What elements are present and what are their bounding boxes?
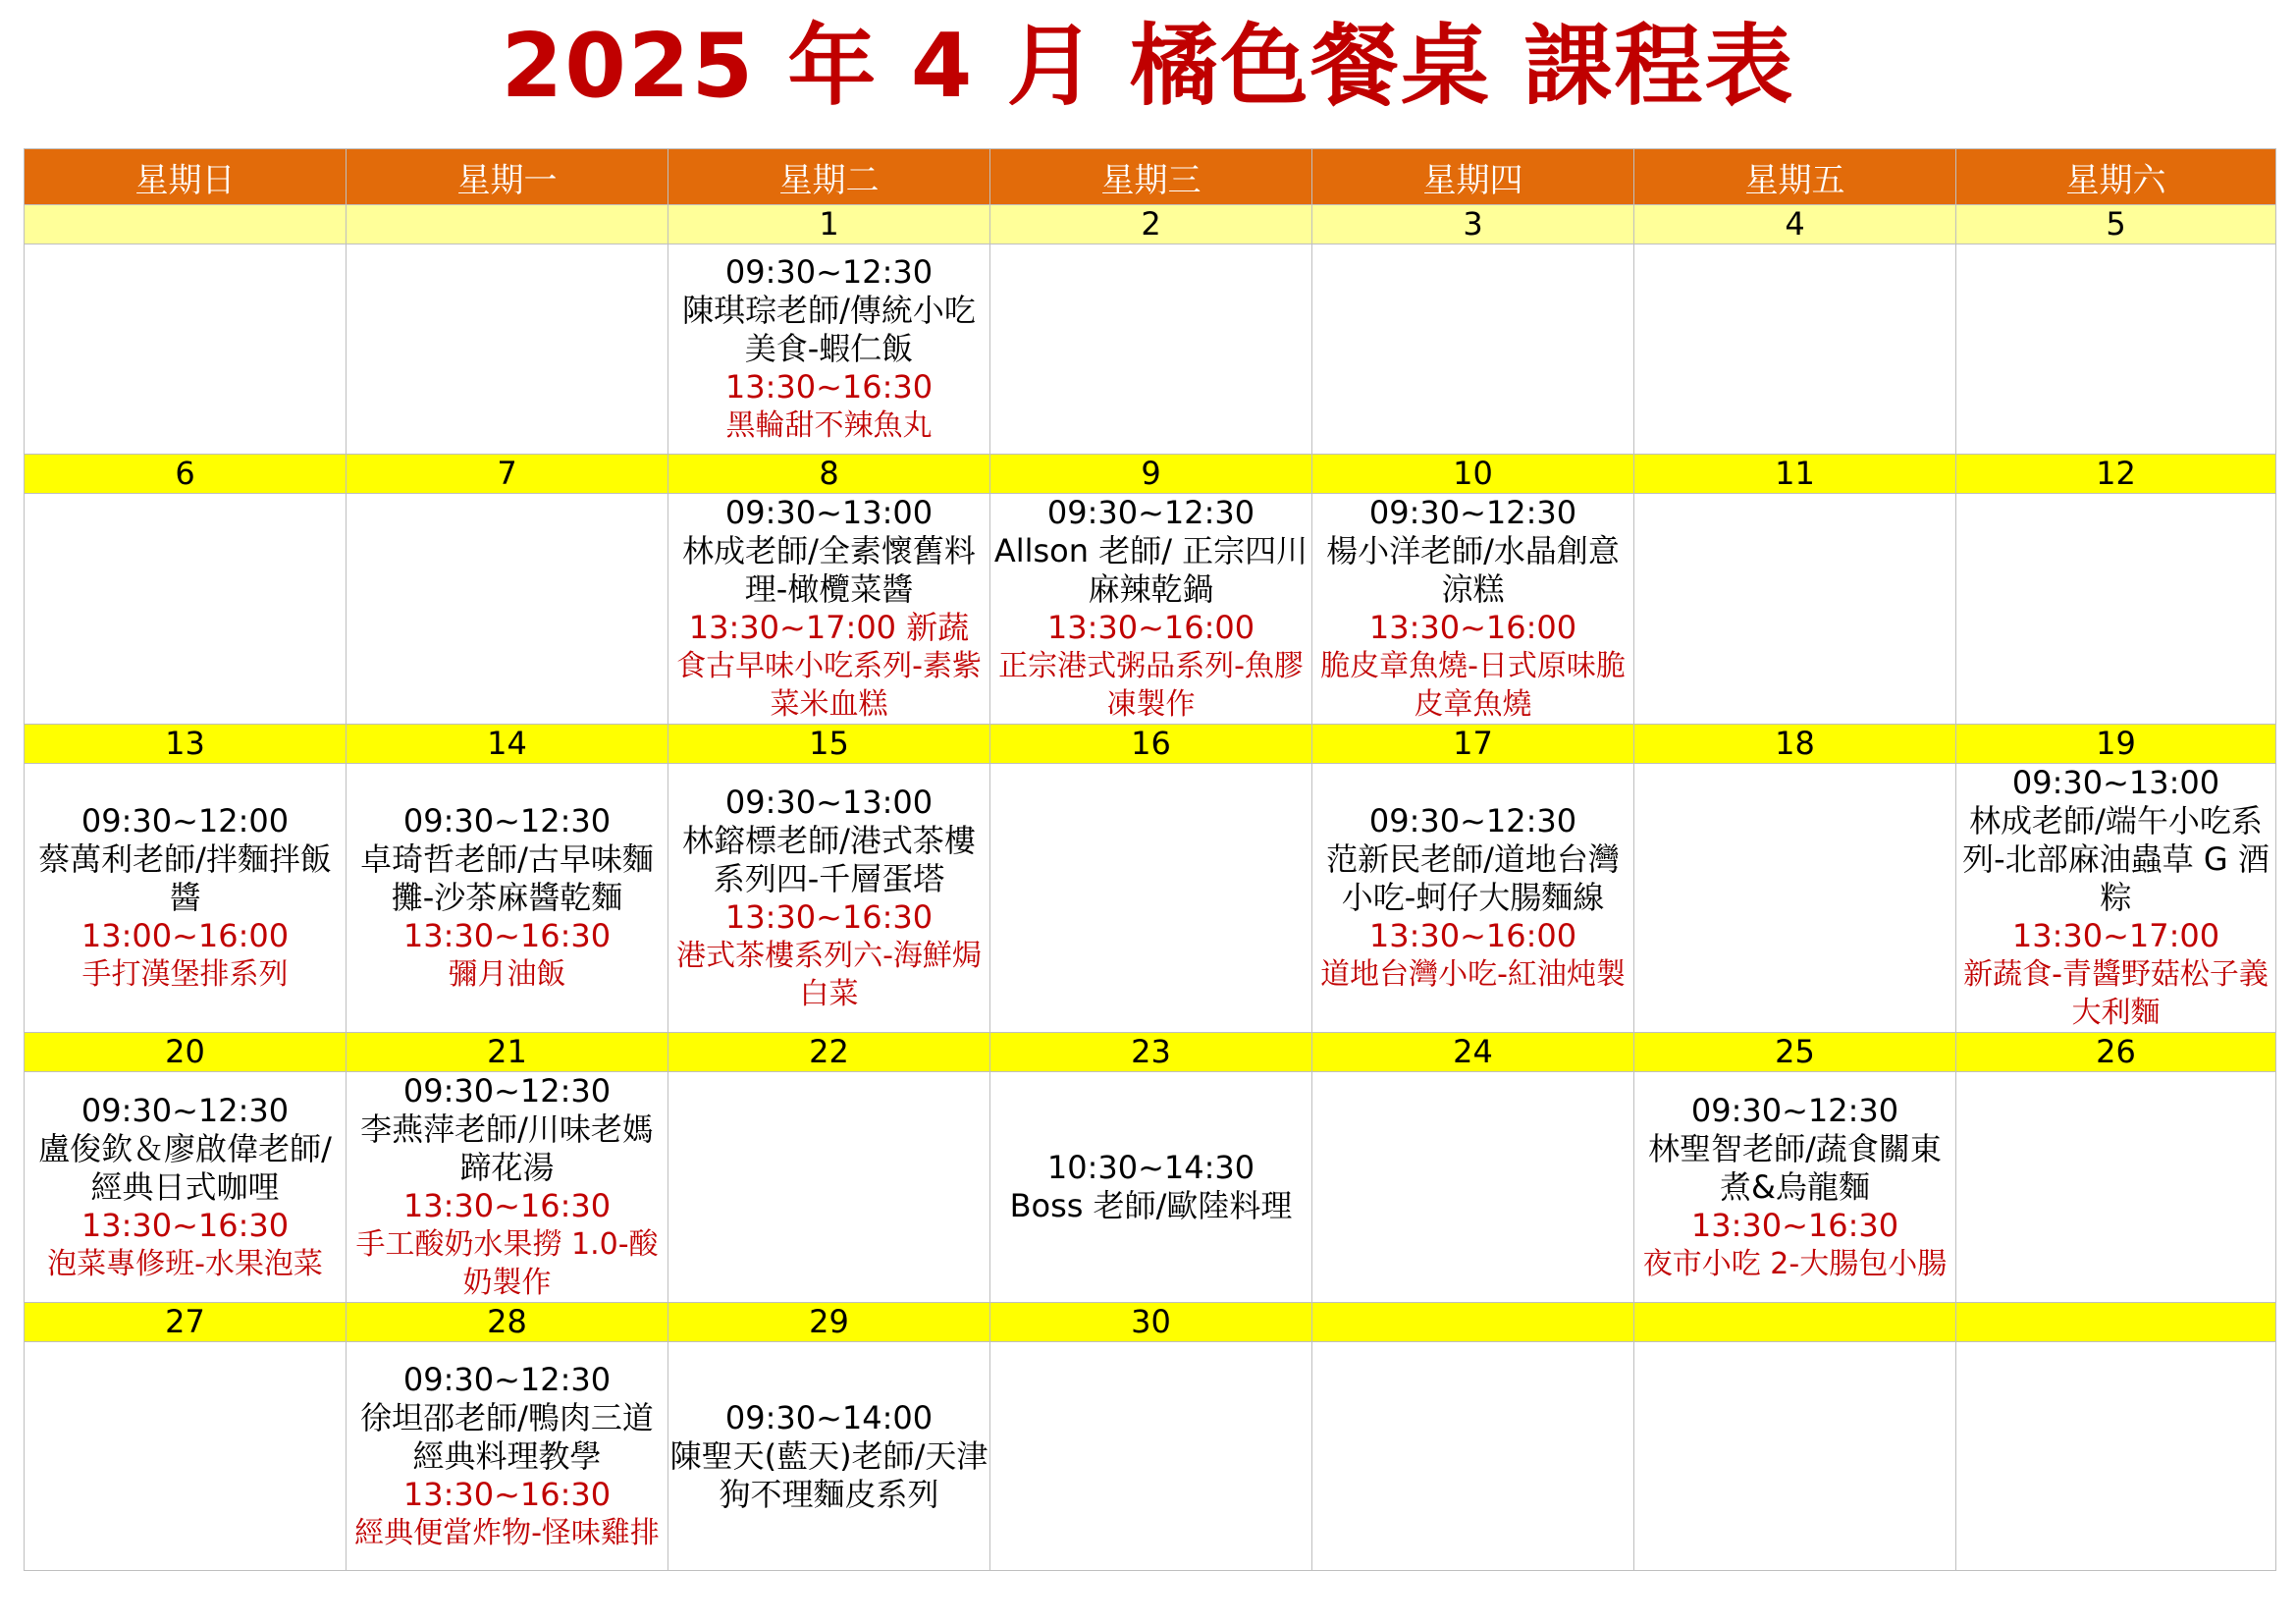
date-number: 15	[668, 725, 990, 764]
day-cell	[668, 494, 990, 725]
day-cell	[347, 1342, 668, 1571]
date-number	[347, 205, 668, 244]
date-row	[25, 1033, 2276, 1072]
morning-time: 09:30~12:30	[1368, 802, 1577, 839]
afternoon-course: 新蔬食-青醬野菇松子義大利麵	[1963, 957, 2269, 1030]
date-number: 18	[1634, 725, 1956, 764]
day-cell	[1956, 1072, 2276, 1303]
date-number: 26	[1956, 1033, 2276, 1072]
day-cell	[990, 764, 1312, 1033]
morning-time: 09:30~12:30	[1690, 1091, 1899, 1129]
date-number: 11	[1634, 455, 1956, 494]
afternoon-course: 經典便當炸物-怪味雞排	[354, 1515, 660, 1550]
afternoon-time: 13:30~16:30	[402, 1187, 612, 1224]
date-number: 23	[990, 1033, 1312, 1072]
afternoon-time: 13:30~16:30	[724, 368, 934, 406]
date-number: 9	[990, 455, 1312, 494]
date-number: 5	[1956, 205, 2276, 244]
date-number: 1	[668, 205, 990, 244]
morning-time: 09:30~12:30	[1368, 494, 1577, 531]
date-number	[1956, 1303, 2276, 1342]
day-cell	[25, 764, 347, 1033]
afternoon-time: 13:30~16:00	[1046, 609, 1255, 646]
afternoon-time: 13:30~16:30	[402, 1475, 612, 1513]
afternoon-time: 13:30~16:00	[1368, 609, 1577, 646]
morning-course: Boss 老師/歐陸料理	[1009, 1187, 1293, 1224]
morning-time: 09:30~12:30	[724, 253, 934, 291]
morning-course: 李燕萍老師/川味老媽蹄花湯	[360, 1110, 654, 1186]
day-cell	[347, 1072, 668, 1303]
morning-course: 林鎔標老師/港式茶樓系列四-千層蛋塔	[682, 821, 976, 897]
weekday-saturday: 星期六	[1956, 149, 2276, 205]
course-row	[25, 494, 2276, 725]
date-number: 21	[347, 1033, 668, 1072]
afternoon-course: 食古早味小吃系列-素紫菜米血糕	[676, 649, 982, 722]
morning-course: 卓琦哲老師/古早味麵攤-沙茶麻醬乾麵	[360, 840, 654, 916]
afternoon-course: 彌月油飯	[448, 957, 566, 992]
afternoon-time: 13:30~17:00 新蔬	[688, 609, 970, 646]
day-cell	[990, 1072, 1312, 1303]
date-number: 25	[1634, 1033, 1956, 1072]
morning-time: 09:30~12:30	[1046, 494, 1255, 531]
morning-time: 09:30~13:00	[724, 494, 934, 531]
morning-course: 蔡萬利老師/拌麵拌飯醬	[38, 840, 332, 916]
morning-course: 徐坦邵老師/鴨肉三道經典料理教學	[360, 1398, 654, 1475]
date-number: 13	[25, 725, 347, 764]
afternoon-time: 13:30~17:00	[2011, 917, 2220, 954]
afternoon-course: 黑輪甜不辣魚丸	[725, 408, 933, 443]
afternoon-course: 夜市小吃 2-大腸包小腸	[1642, 1246, 1948, 1281]
day-cell	[1956, 1342, 2276, 1571]
afternoon-course: 港式茶樓系列六-海鮮焗白菜	[676, 938, 982, 1011]
weekday-friday: 星期五	[1634, 149, 1956, 205]
day-cell	[668, 1342, 990, 1571]
morning-course: 范新民老師/道地台灣小吃-蚵仔大腸麵線	[1326, 840, 1620, 916]
date-number: 29	[668, 1303, 990, 1342]
weekday-wednesday: 星期三	[990, 149, 1312, 205]
date-row	[25, 455, 2276, 494]
course-row	[25, 1342, 2276, 1571]
morning-time: 09:30~13:00	[724, 783, 934, 821]
calendar-body	[25, 205, 2276, 1571]
morning-course: 盧俊欽＆廖啟偉老師/經典日式咖哩	[38, 1129, 332, 1206]
afternoon-time: 13:30~16:30	[80, 1206, 290, 1244]
course-row	[25, 764, 2276, 1033]
day-cell	[25, 244, 347, 455]
weekday-tuesday: 星期二	[668, 149, 990, 205]
date-number	[1634, 1303, 1956, 1342]
day-cell	[1312, 494, 1634, 725]
day-cell	[1956, 764, 2276, 1033]
date-row	[25, 205, 2276, 244]
morning-time: 09:30~12:30	[402, 802, 612, 839]
date-number: 7	[347, 455, 668, 494]
day-cell	[1634, 1342, 1956, 1571]
date-number: 27	[25, 1303, 347, 1342]
date-number: 4	[1634, 205, 1956, 244]
morning-course: 陳琪琮老師/傳統小吃美食-蝦仁飯	[682, 292, 976, 367]
weekday-header-row	[25, 149, 2276, 205]
day-cell	[347, 494, 668, 725]
day-cell	[668, 244, 990, 455]
course-calendar	[24, 148, 2276, 1571]
day-cell	[668, 1072, 990, 1303]
day-cell	[347, 764, 668, 1033]
day-cell	[25, 1072, 347, 1303]
date-number: 19	[1956, 725, 2276, 764]
weekday-monday: 星期一	[347, 149, 668, 205]
afternoon-time: 13:00~16:00	[80, 917, 290, 954]
afternoon-course: 手工酸奶水果撈 1.0-酸奶製作	[355, 1227, 659, 1300]
weekday-sunday: 星期日	[25, 149, 347, 205]
morning-course: 楊小洋老師/水晶創意涼糕	[1326, 532, 1620, 608]
day-cell	[1312, 1342, 1634, 1571]
afternoon-course: 道地台灣小吃-紅油炖製	[1320, 957, 1626, 992]
day-cell	[1312, 244, 1634, 455]
day-cell	[990, 244, 1312, 455]
date-number: 8	[668, 455, 990, 494]
morning-course: Allson 老師/ 正宗四川麻辣乾鍋	[993, 532, 1308, 608]
page-title: 2025 年 4 月 橘色餐桌 課程表	[501, 15, 1795, 118]
day-cell	[1634, 494, 1956, 725]
date-number: 12	[1956, 455, 2276, 494]
morning-course: 林聖智老師/蔬食關東煮&烏龍麵	[1648, 1129, 1942, 1206]
date-number	[25, 205, 347, 244]
afternoon-course: 手打漢堡排系列	[81, 957, 289, 992]
afternoon-course: 正宗港式粥品系列-魚膠凍製作	[998, 649, 1304, 722]
afternoon-time: 13:30~16:30	[1690, 1206, 1899, 1244]
day-cell	[1634, 1072, 1956, 1303]
date-number: 14	[347, 725, 668, 764]
morning-course: 林成老師/端午小吃系列-北部麻油蟲草 G 酒粽	[1962, 802, 2269, 916]
date-number: 2	[990, 205, 1312, 244]
weekday-thursday: 星期四	[1312, 149, 1634, 205]
course-row	[25, 1072, 2276, 1303]
day-cell	[347, 244, 668, 455]
day-cell	[990, 1342, 1312, 1571]
morning-time: 09:30~12:30	[402, 1360, 612, 1398]
morning-time: 10:30~14:30	[1046, 1149, 1255, 1186]
date-number: 28	[347, 1303, 668, 1342]
day-cell	[1956, 244, 2276, 455]
date-row	[25, 725, 2276, 764]
morning-time: 09:30~12:00	[80, 802, 290, 839]
day-cell	[1312, 1072, 1634, 1303]
morning-time: 09:30~12:30	[80, 1091, 290, 1129]
day-cell	[1956, 494, 2276, 725]
date-number: 17	[1312, 725, 1634, 764]
date-number: 6	[25, 455, 347, 494]
course-row	[25, 244, 2276, 455]
day-cell	[990, 494, 1312, 725]
date-number: 24	[1312, 1033, 1634, 1072]
date-number: 30	[990, 1303, 1312, 1342]
afternoon-time: 13:30~16:30	[402, 917, 612, 954]
afternoon-time: 13:30~16:30	[724, 897, 934, 936]
day-cell	[1634, 764, 1956, 1033]
afternoon-time: 13:30~16:00	[1368, 917, 1577, 954]
afternoon-course: 脆皮章魚燒-日式原味脆皮章魚燒	[1320, 649, 1626, 722]
afternoon-course: 泡菜專修班-水果泡菜	[47, 1246, 323, 1281]
morning-course: 陳聖天(藍天)老師/天津狗不理麵皮系列	[669, 1436, 988, 1513]
date-number	[1312, 1303, 1634, 1342]
morning-course: 林成老師/全素懷舊料理-橄欖菜醬	[682, 532, 976, 608]
date-number: 22	[668, 1033, 990, 1072]
morning-time: 09:30~14:00	[724, 1398, 934, 1436]
day-cell	[25, 494, 347, 725]
morning-time: 09:30~13:00	[2011, 764, 2220, 801]
date-number: 20	[25, 1033, 347, 1072]
date-number: 3	[1312, 205, 1634, 244]
day-cell	[25, 1342, 347, 1571]
morning-time: 09:30~12:30	[402, 1072, 612, 1110]
day-cell	[668, 764, 990, 1033]
date-number: 16	[990, 725, 1312, 764]
date-row	[25, 1303, 2276, 1342]
day-cell	[1312, 764, 1634, 1033]
date-number: 10	[1312, 455, 1634, 494]
day-cell	[1634, 244, 1956, 455]
